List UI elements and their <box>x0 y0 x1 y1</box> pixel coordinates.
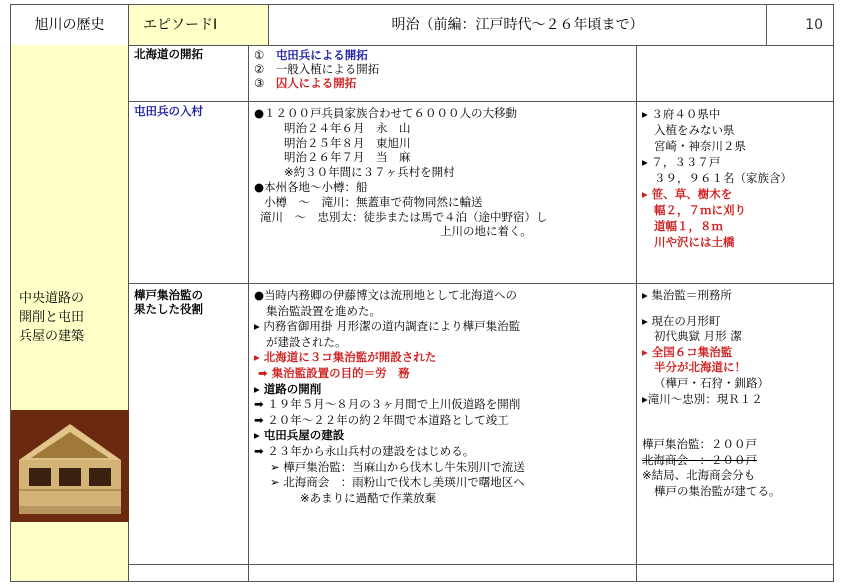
row-content: ① 屯田兵による開拓 ② 一般入植による開拓 ③ 囚人による開拓 <box>249 45 637 101</box>
row-notes <box>637 45 833 101</box>
left-column <box>11 45 129 581</box>
row-content: ●１２００戸兵員家族合わせて６０００人の大移動 明治２４年６月 永 山 明治２５年８月 東旭川 明治２６年７月 当 麻 ※約３０年間に３７ヶ兵村を開村 ●本州各地〜小樽：船 小樽 〜 滝川：無蓋車で荷物同然に輸送 滝川 〜 忠別太：徒歩または馬で４泊（途中野宿）し 上川の地に着く。 <box>249 102 637 283</box>
row-label: 北海道の開拓 <box>129 45 249 101</box>
topic-heading: 中央道路の 開削と屯田 兵屋の建築 <box>19 291 85 344</box>
slide-frame <box>10 4 834 582</box>
table-row <box>129 45 833 102</box>
page-number: 10 <box>805 17 823 33</box>
table-row <box>129 102 833 284</box>
row-content: ●当時内務卿の伊藤博文は流刑地として北海道への 集治監設置を進めた。 ▸ 内務省御用掛 月形潔の道内調査により樺戸集治監 が建設された。 ▸ 北海道に３コ集治監が開設された ➡ 集治監設置の目的＝労 務 ▸ 道路の開削 ➡ １９年５月〜８月の３ヶ月間で上川仮道路を開削 ➡ ２０年〜２２年の約２年間で本道路として竣工 ▸ 屯田兵屋の建設 ➡ ２３年から永山兵村の建設をはじめる。 ➢ 樺戸集治監：当麻山から伐木し牛朱別川で流送 ➢ 北海商会 ：雨粉山で伐木し美瑛川で曙地区へ ※あまりに過酷で作業放棄 <box>249 284 637 564</box>
row-notes: ▸ 集治監＝刑務所 ▸ 現在の月形町 初代典獄 月形 潔 ▸ 全国６コ集治監 半分が北海道に！ （樺戸・石狩・釧路） ▸滝川〜忠別：現Ｒ１２ 樺戸集治監：２００戸 北海商会 ：２００戸 ※結局、北海商会分も 樺戸の集治監が建てる。 <box>642 288 781 498</box>
content-table <box>129 45 833 581</box>
row-label: 屯田兵の入村 <box>129 102 249 283</box>
barracks-model-photo <box>11 410 129 522</box>
table-row <box>129 565 833 581</box>
row-label: 樺戸集治監の 果たした役割 <box>129 284 249 564</box>
episode-label: エピソードⅠ <box>129 5 269 45</box>
table-row <box>129 284 833 565</box>
section-title: 旭川の歴史 <box>11 5 129 45</box>
page-title: 明治（前編：江戸時代〜２６年頃まで） <box>269 5 767 45</box>
row-notes: ▸ ３府４０県中 入植をみない県 宮崎・神奈川２県 ▸ ７，３３７戸 ３９，９６１名（家族含） ▸ 笹、草、樹木を 幅２，７ｍに刈り 道幅１，８ｍ 川や沢には土橋 <box>642 107 792 249</box>
header-bar <box>11 5 833 46</box>
